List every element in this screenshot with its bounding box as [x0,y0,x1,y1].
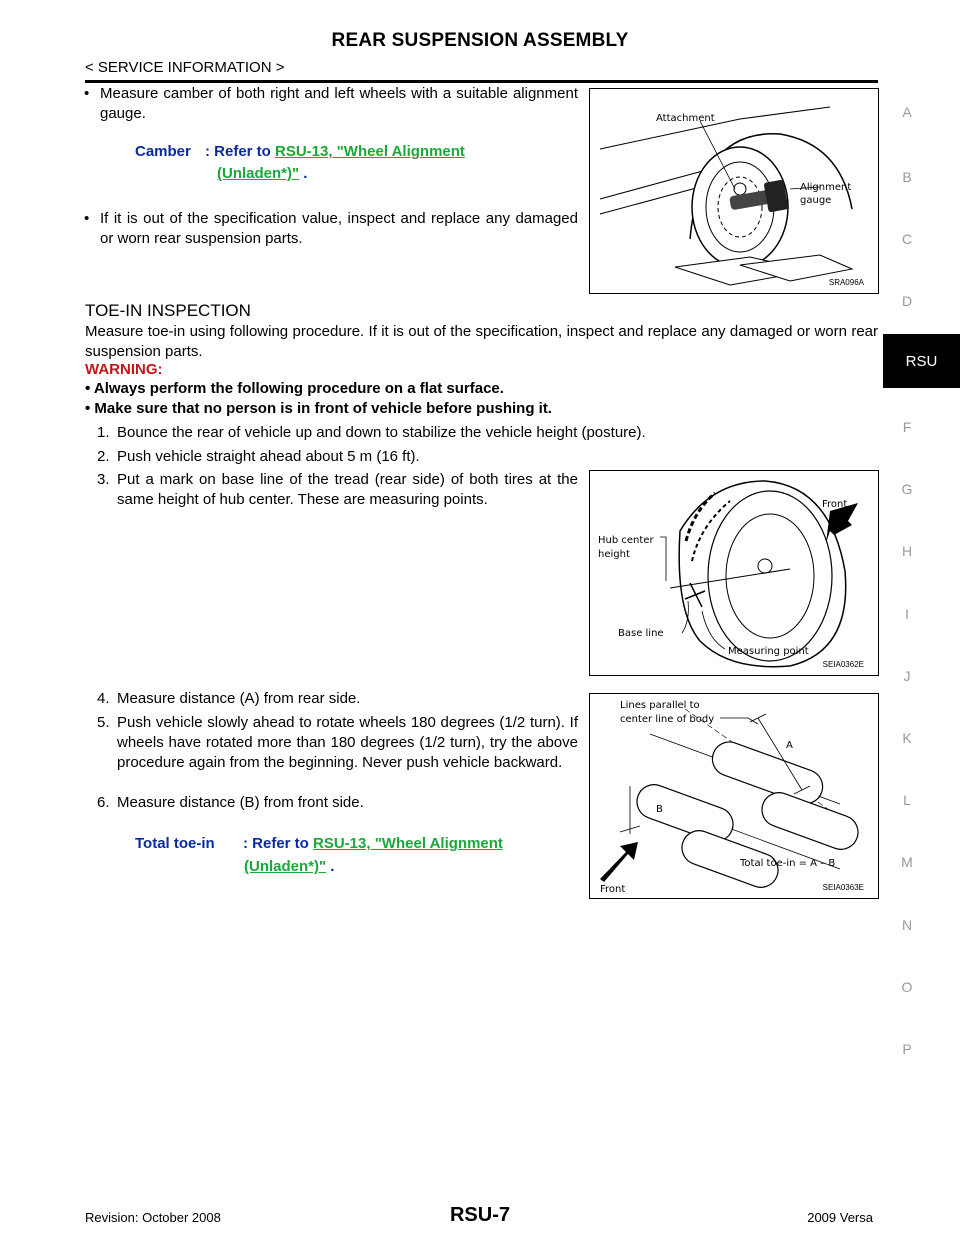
step-6 [97,793,577,813]
camber-wheel-alignment-link-cont[interactable]: (Unladen*)" [217,165,300,182]
index-letter-k[interactable]: K [902,730,912,746]
footer-model: 2009 Versa [807,1210,873,1225]
alignment-gauge-illustration [590,89,878,293]
label-total-toe-in-formula: Total toe-in = A – B [740,858,836,869]
step-number: 1. [97,424,110,441]
step-text: Push vehicle straight ahead about 5 m (16 ft). [117,448,420,465]
index-letter-l[interactable]: L [903,792,911,808]
step-3 [97,470,578,510]
step-text: Bounce the rear of vehicle up and down to stabilize the vehicle height (posture). [117,424,646,441]
step-5 [97,713,578,773]
index-letter-f[interactable]: F [902,419,912,435]
figure-id: SEIA0363E [822,883,864,892]
toe-in-spec-prefix: : Refer to [243,835,314,852]
step-number: 2. [97,448,110,465]
warning-label: WARNING: [85,361,163,378]
label-attachment: Attachment [656,113,715,124]
camber-bullet-measure [84,84,578,124]
toe-in-spec-label: Total toe-in [135,835,215,852]
index-letter-j[interactable]: J [903,668,911,684]
index-letter-d[interactable]: D [901,293,913,309]
warning-flat-surface: • Always perform the following procedure on a flat surface. [85,380,504,397]
step-number: 5. [97,714,110,731]
step-text: Put a mark on base line of the tread (rear side) of both tires at the same height of hub center. These are measuring points. [117,471,578,508]
step-number: 4. [97,690,110,707]
label-height: height [598,549,630,560]
index-letter-a[interactable]: A [902,104,912,120]
step-text: Measure distance (A) from rear side. [117,690,361,707]
bullet-marker: • [84,85,90,102]
step-text: Push vehicle slowly ahead to rotate wheels 180 degrees (1/2 turn). If wheels have rotated more than 180 degrees (1/2 turn), try the above procedure again from the beginning. Never push vehicle backward. [117,714,578,771]
camber-spec-label: Camber [135,143,191,160]
total-toe-in-illustration [590,694,878,898]
step-1 [97,423,877,443]
label-alignment: Alignment [800,182,852,193]
toe-in-wheel-alignment-link-cont[interactable]: (Unladen*)" [244,858,327,875]
toe-in-spec-ref [243,833,503,855]
camber-spec-prefix: : Refer to [205,143,276,160]
index-letter-b[interactable]: B [902,169,912,185]
figure-measuring-point [589,470,879,676]
index-letter-o[interactable]: O [901,979,913,995]
section-heading-toe-in: TOE-IN INSPECTION [85,301,251,320]
toe-in-intro: Measure toe-in using following procedure. If it is out of the specification, inspect and replace any damaged or worn rear suspension parts. [85,323,878,360]
figure-alignment-gauge [589,88,879,294]
figure-id: SEIA0362E [822,660,864,669]
label-front: Front [822,499,848,510]
camber-wheel-alignment-link[interactable]: RSU-13, "Wheel Alignment [275,143,465,160]
toe-in-spec-ref-line2 [244,856,334,878]
label-base-line: Base line [618,628,664,639]
label-distance-a: A [786,740,793,751]
warning-no-person: • Make sure that no person is in front of vehicle before pushing it. [85,400,552,417]
label-hub-center: Hub center [598,535,654,546]
page-title: REAR SUSPENSION ASSEMBLY [331,30,629,51]
index-tab-rsu-active[interactable]: RSU [883,334,960,388]
footer-revision: Revision: October 2008 [85,1210,221,1225]
camber-spec-ref [205,141,465,163]
header-divider [85,80,878,83]
label-gauge: gauge [800,195,832,206]
footer-page-number: RSU-7 [449,1204,510,1226]
label-lines-parallel: Lines parallel to [620,700,700,711]
label-front: Front [600,884,626,895]
figure-total-toe-in [589,693,879,899]
section-breadcrumb: < SERVICE INFORMATION > [85,59,285,76]
toe-in-spec-suffix: . [326,858,335,875]
index-letter-i[interactable]: I [905,606,909,622]
index-letter-n[interactable]: N [901,917,913,933]
bullet-marker: • [84,210,90,227]
index-letter-m[interactable]: M [901,854,913,870]
camber-bullet-text: If it is out of the specification value, inspect and replace any damaged or worn rear suspension parts. [100,210,578,247]
index-letter-p[interactable]: P [902,1041,912,1057]
label-center-line-body: center line of body [620,714,715,725]
label-measuring-point: Measuring point [728,646,809,657]
index-letter-g[interactable]: G [901,481,913,497]
figure-id: SRA096A [828,278,864,287]
step-number: 6. [97,794,110,811]
label-distance-b: B [656,804,663,815]
index-letter-c[interactable]: C [901,231,913,247]
camber-spec-suffix: . [299,165,308,182]
camber-bullet-text: Measure camber of both right and left wheels with a suitable alignment gauge. [100,85,578,122]
step-4 [97,689,577,709]
camber-spec-ref-line2 [217,163,307,185]
step-number: 3. [97,471,110,488]
step-2 [97,447,877,467]
step-text: Measure distance (B) from front side. [117,794,364,811]
index-letter-h[interactable]: H [901,543,913,559]
toe-in-wheel-alignment-link[interactable]: RSU-13, "Wheel Alignment [313,835,503,852]
measuring-point-illustration [590,471,878,675]
camber-bullet-inspect [84,209,578,249]
